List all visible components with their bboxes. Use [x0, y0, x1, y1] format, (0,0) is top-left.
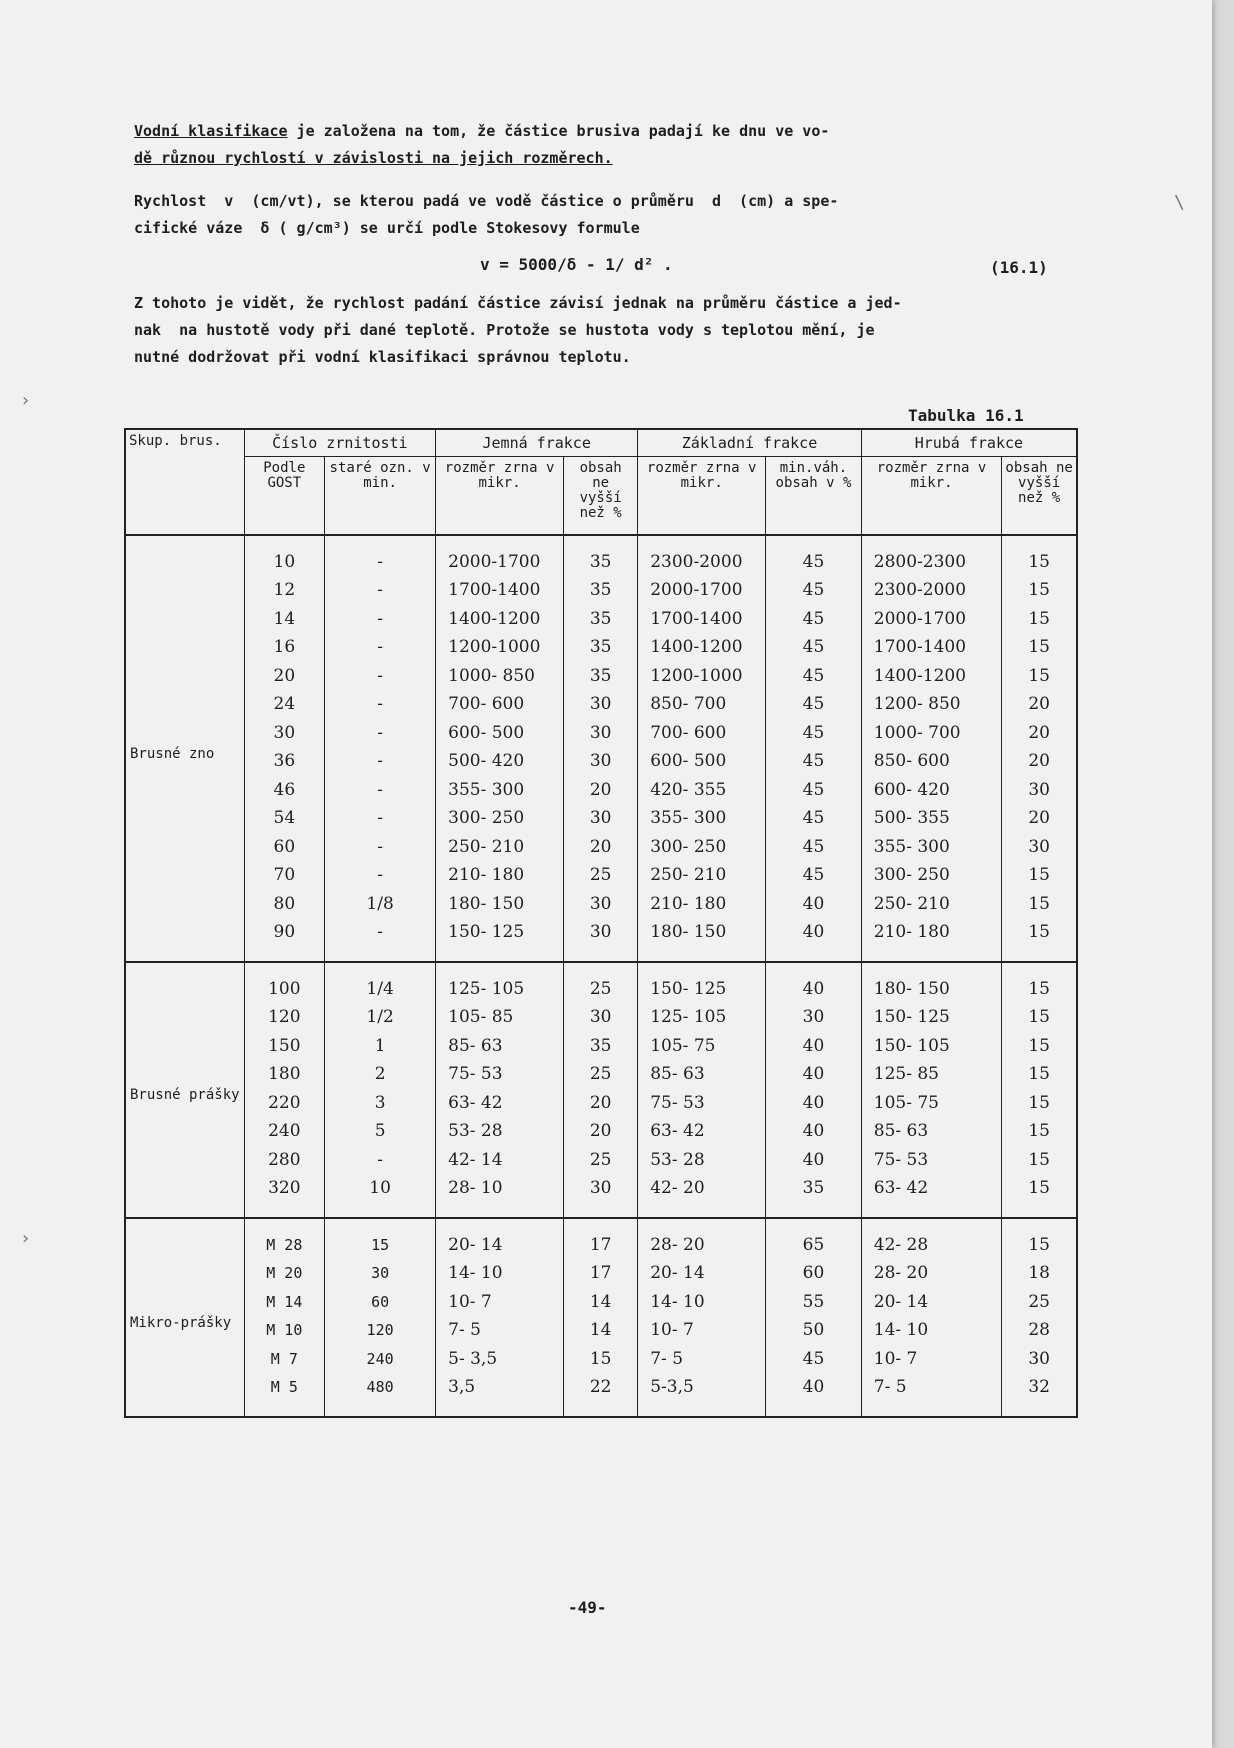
cell-fine-size: 500- 420: [436, 747, 564, 776]
table-row: [125, 1089, 1077, 1118]
grain-classification-table: [124, 428, 1078, 1418]
group-label: Mikro-prášky: [125, 1218, 244, 1417]
cell-fine-content: 15: [564, 1345, 638, 1374]
cell-fine-content: 20: [564, 1117, 638, 1146]
cell-gost-number: 90: [244, 918, 324, 962]
cell-base-size: 150- 125: [638, 962, 766, 1004]
cell-fine-size: 210- 180: [436, 861, 564, 890]
cell-base-size: 20- 14: [638, 1259, 766, 1288]
cell-coarse-size: 7- 5: [861, 1373, 1002, 1417]
table-row: [125, 605, 1077, 634]
cell-old-designation: 1: [325, 1032, 436, 1061]
cell-coarse-size: 75- 53: [861, 1146, 1002, 1175]
cell-coarse-content: 15: [1002, 633, 1077, 662]
speed-paragraph: [134, 188, 1094, 242]
cell-gost-number: 120: [244, 1003, 324, 1032]
cell-fine-size: 150- 125: [436, 918, 564, 962]
cell-coarse-content: 20: [1002, 719, 1077, 748]
cell-coarse-size: 1700-1400: [861, 633, 1002, 662]
cell-fine-content: 20: [564, 776, 638, 805]
margin-mark: ›: [20, 1228, 31, 1249]
cell-coarse-size: 14- 10: [861, 1316, 1002, 1345]
cell-old-designation: -: [325, 918, 436, 962]
cell-fine-content: 30: [564, 690, 638, 719]
table-body: [125, 535, 1077, 1417]
cell-base-content: 40: [766, 962, 862, 1004]
header-gost: Podle GOST: [244, 457, 324, 535]
cell-old-designation: -: [325, 662, 436, 691]
header-coarse-fraction: Hrubá frakce: [861, 429, 1077, 457]
cell-fine-content: 35: [564, 1032, 638, 1061]
speed-line2: cifické váze δ ( g/cm³) se určí podle Stokesovy formule: [134, 219, 640, 237]
cell-fine-content: 35: [564, 633, 638, 662]
cell-gost-number: 70: [244, 861, 324, 890]
group-label: Brusné prášky: [125, 962, 244, 1218]
cell-gost-number: 320: [244, 1174, 324, 1218]
cell-fine-size: 85- 63: [436, 1032, 564, 1061]
cell-coarse-size: 85- 63: [861, 1117, 1002, 1146]
cell-coarse-size: 63- 42: [861, 1174, 1002, 1218]
cell-coarse-size: 1200- 850: [861, 690, 1002, 719]
cell-coarse-content: 15: [1002, 861, 1077, 890]
cell-coarse-content: 15: [1002, 1089, 1077, 1118]
cell-gost-number: 80: [244, 890, 324, 919]
cell-fine-content: 14: [564, 1288, 638, 1317]
cell-base-content: 45: [766, 1345, 862, 1374]
cell-gost-number: M 5: [244, 1373, 324, 1417]
cell-coarse-content: 15: [1002, 576, 1077, 605]
table-row: [125, 535, 1077, 577]
intro-line2: dě různou rychlostí v závislosti na jejich rozměrech.: [134, 149, 613, 167]
cell-base-size: 600- 500: [638, 747, 766, 776]
cell-coarse-content: 30: [1002, 833, 1077, 862]
cell-coarse-size: 2300-2000: [861, 576, 1002, 605]
cell-coarse-content: 30: [1002, 1345, 1077, 1374]
cell-fine-size: 14- 10: [436, 1259, 564, 1288]
cell-base-size: 2000-1700: [638, 576, 766, 605]
cell-base-content: 45: [766, 776, 862, 805]
cell-coarse-size: 105- 75: [861, 1089, 1002, 1118]
cell-fine-size: 42- 14: [436, 1146, 564, 1175]
header-fine-fraction: Jemná frakce: [436, 429, 638, 457]
cell-old-designation: -: [325, 747, 436, 776]
cell-coarse-content: 15: [1002, 662, 1077, 691]
cell-base-content: 60: [766, 1259, 862, 1288]
cell-coarse-size: 125- 85: [861, 1060, 1002, 1089]
cell-old-designation: -: [325, 633, 436, 662]
group-label: Brusné zno: [125, 535, 244, 962]
cell-base-size: 300- 250: [638, 833, 766, 862]
table-row: [125, 690, 1077, 719]
cell-coarse-size: 850- 600: [861, 747, 1002, 776]
cell-fine-content: 25: [564, 1146, 638, 1175]
cell-base-size: 210- 180: [638, 890, 766, 919]
cell-fine-size: 53- 28: [436, 1117, 564, 1146]
cell-base-size: 355- 300: [638, 804, 766, 833]
cell-base-content: 55: [766, 1288, 862, 1317]
cell-base-size: 7- 5: [638, 1345, 766, 1374]
cell-coarse-size: 20- 14: [861, 1288, 1002, 1317]
table-row: [125, 1373, 1077, 1417]
cell-fine-size: 1400-1200: [436, 605, 564, 634]
cell-gost-number: M 20: [244, 1259, 324, 1288]
cell-base-content: 40: [766, 890, 862, 919]
cell-gost-number: 36: [244, 747, 324, 776]
cell-old-designation: -: [325, 576, 436, 605]
cell-base-size: 1700-1400: [638, 605, 766, 634]
cell-coarse-size: 2000-1700: [861, 605, 1002, 634]
cell-fine-size: 1000- 850: [436, 662, 564, 691]
cell-coarse-content: 15: [1002, 535, 1077, 577]
cell-base-size: 105- 75: [638, 1032, 766, 1061]
cell-coarse-content: 32: [1002, 1373, 1077, 1417]
cell-old-designation: 30: [325, 1259, 436, 1288]
cell-gost-number: 20: [244, 662, 324, 691]
cell-fine-size: 125- 105: [436, 962, 564, 1004]
table-row: [125, 1146, 1077, 1175]
cell-coarse-size: 300- 250: [861, 861, 1002, 890]
margin-mark: ›: [20, 390, 31, 411]
page-number: -49-: [568, 1598, 607, 1617]
cell-old-designation: 2: [325, 1060, 436, 1089]
cell-fine-content: 30: [564, 719, 638, 748]
cell-base-size: 5-3,5: [638, 1373, 766, 1417]
cell-base-content: 45: [766, 804, 862, 833]
cell-gost-number: 14: [244, 605, 324, 634]
cell-base-content: 45: [766, 662, 862, 691]
cell-fine-content: 14: [564, 1316, 638, 1345]
cell-old-designation: 1/4: [325, 962, 436, 1004]
cell-fine-content: 20: [564, 833, 638, 862]
header-base-size: rozměr zrna v mikr.: [638, 457, 766, 535]
cell-fine-size: 250- 210: [436, 833, 564, 862]
cell-fine-size: 5- 3,5: [436, 1345, 564, 1374]
cell-fine-content: 30: [564, 804, 638, 833]
cell-coarse-size: 1000- 700: [861, 719, 1002, 748]
table-row: [125, 1117, 1077, 1146]
cell-coarse-size: 500- 355: [861, 804, 1002, 833]
cell-old-designation: 60: [325, 1288, 436, 1317]
cell-fine-size: 28- 10: [436, 1174, 564, 1218]
table-row: [125, 890, 1077, 919]
cell-fine-content: 17: [564, 1218, 638, 1260]
equation-number: (16.1): [990, 258, 1048, 277]
table-row: [125, 804, 1077, 833]
cell-base-size: 10- 7: [638, 1316, 766, 1345]
cell-base-content: 40: [766, 1032, 862, 1061]
cell-fine-content: 22: [564, 1373, 638, 1417]
table-row: [125, 918, 1077, 962]
table-row: [125, 962, 1077, 1004]
cell-coarse-size: 42- 28: [861, 1218, 1002, 1260]
cell-coarse-size: 180- 150: [861, 962, 1002, 1004]
cell-fine-content: 20: [564, 1089, 638, 1118]
cell-old-designation: 3: [325, 1089, 436, 1118]
table-row: [125, 1174, 1077, 1218]
cell-gost-number: 280: [244, 1146, 324, 1175]
cell-gost-number: 220: [244, 1089, 324, 1118]
cell-coarse-size: 2800-2300: [861, 535, 1002, 577]
header-coarse-size: rozměr zrna v mikr.: [861, 457, 1002, 535]
cell-gost-number: 30: [244, 719, 324, 748]
table-row: [125, 776, 1077, 805]
cell-coarse-content: 15: [1002, 1218, 1077, 1260]
cell-fine-content: 35: [564, 605, 638, 634]
cell-gost-number: M 7: [244, 1345, 324, 1374]
cell-gost-number: 180: [244, 1060, 324, 1089]
header-group: Skup. brus.: [125, 429, 244, 535]
cell-base-size: 63- 42: [638, 1117, 766, 1146]
cell-gost-number: 150: [244, 1032, 324, 1061]
cell-fine-size: 2000-1700: [436, 535, 564, 577]
cell-base-content: 35: [766, 1174, 862, 1218]
table-row: [125, 662, 1077, 691]
cell-gost-number: 100: [244, 962, 324, 1004]
cell-fine-content: 30: [564, 918, 638, 962]
cell-fine-size: 7- 5: [436, 1316, 564, 1345]
cell-base-content: 40: [766, 1373, 862, 1417]
cell-coarse-content: 15: [1002, 962, 1077, 1004]
cell-fine-size: 20- 14: [436, 1218, 564, 1260]
cell-gost-number: M 28: [244, 1218, 324, 1260]
cell-coarse-content: 18: [1002, 1259, 1077, 1288]
cell-fine-size: 105- 85: [436, 1003, 564, 1032]
cell-base-size: 250- 210: [638, 861, 766, 890]
table-row: [125, 747, 1077, 776]
cell-coarse-size: 600- 420: [861, 776, 1002, 805]
table-row: [125, 1032, 1077, 1061]
cell-base-size: 180- 150: [638, 918, 766, 962]
cell-fine-size: 3,5: [436, 1373, 564, 1417]
cell-coarse-content: 15: [1002, 1174, 1077, 1218]
cell-base-content: 45: [766, 690, 862, 719]
cell-coarse-content: 20: [1002, 804, 1077, 833]
cell-base-content: 40: [766, 1089, 862, 1118]
table-row: [125, 1316, 1077, 1345]
intro-lead: Vodní klasifikace: [134, 122, 288, 140]
header-coarse-content: obsah ne vyšší než %: [1002, 457, 1077, 535]
header-grain-number: Číslo zrnitosti: [244, 429, 436, 457]
cell-old-designation: 1/2: [325, 1003, 436, 1032]
cell-base-content: 45: [766, 605, 862, 634]
cell-old-designation: -: [325, 535, 436, 577]
cell-old-designation: -: [325, 690, 436, 719]
cell-old-designation: -: [325, 776, 436, 805]
cell-base-size: 420- 355: [638, 776, 766, 805]
cell-fine-size: 700- 600: [436, 690, 564, 719]
cell-coarse-size: 210- 180: [861, 918, 1002, 962]
cell-old-designation: 120: [325, 1316, 436, 1345]
speed-line1: Rychlost v (cm/vt), se kterou padá ve vodě částice o průměru d (cm) a spe-: [134, 192, 839, 210]
cell-old-designation: 1/8: [325, 890, 436, 919]
cell-base-content: 45: [766, 833, 862, 862]
cell-base-size: 125- 105: [638, 1003, 766, 1032]
cell-gost-number: 240: [244, 1117, 324, 1146]
cell-base-content: 40: [766, 1060, 862, 1089]
cell-base-content: 45: [766, 633, 862, 662]
cell-coarse-content: 15: [1002, 1060, 1077, 1089]
cell-coarse-content: 20: [1002, 690, 1077, 719]
cell-coarse-content: 15: [1002, 890, 1077, 919]
cell-old-designation: -: [325, 861, 436, 890]
cell-fine-content: 30: [564, 747, 638, 776]
header-base-content: min.váh. obsah v %: [766, 457, 862, 535]
cell-fine-content: 17: [564, 1259, 638, 1288]
cell-coarse-content: 15: [1002, 1032, 1077, 1061]
cell-gost-number: 54: [244, 804, 324, 833]
cell-coarse-content: 30: [1002, 776, 1077, 805]
cell-fine-size: 1700-1400: [436, 576, 564, 605]
cell-old-designation: 5: [325, 1117, 436, 1146]
header-base-fraction: Základní frakce: [638, 429, 862, 457]
cell-base-size: 850- 700: [638, 690, 766, 719]
cell-coarse-size: 355- 300: [861, 833, 1002, 862]
cell-base-content: 50: [766, 1316, 862, 1345]
cell-base-content: 45: [766, 576, 862, 605]
cell-coarse-content: 15: [1002, 918, 1077, 962]
cell-coarse-content: 20: [1002, 747, 1077, 776]
cell-fine-content: 25: [564, 861, 638, 890]
cell-old-designation: -: [325, 804, 436, 833]
cell-base-content: 45: [766, 719, 862, 748]
cell-base-size: 85- 63: [638, 1060, 766, 1089]
cell-old-designation: -: [325, 719, 436, 748]
cell-gost-number: 12: [244, 576, 324, 605]
table-row: [125, 1060, 1077, 1089]
cell-coarse-size: 150- 105: [861, 1032, 1002, 1061]
cell-old-designation: -: [325, 833, 436, 862]
header-fine-size: rozměr zrna v mikr.: [436, 457, 564, 535]
cell-base-content: 30: [766, 1003, 862, 1032]
cell-fine-size: 600- 500: [436, 719, 564, 748]
cell-fine-size: 355- 300: [436, 776, 564, 805]
table-caption: Tabulka 16.1: [908, 406, 1024, 425]
cell-base-size: 1200-1000: [638, 662, 766, 691]
cell-coarse-content: 15: [1002, 1003, 1077, 1032]
cell-coarse-content: 25: [1002, 1288, 1077, 1317]
cell-fine-content: 35: [564, 662, 638, 691]
cell-old-designation: 480: [325, 1373, 436, 1417]
cell-coarse-size: 1400-1200: [861, 662, 1002, 691]
cell-base-size: 700- 600: [638, 719, 766, 748]
table-row: [125, 719, 1077, 748]
cell-fine-content: 30: [564, 1174, 638, 1218]
cell-fine-content: 35: [564, 576, 638, 605]
cell-gost-number: 16: [244, 633, 324, 662]
cell-base-size: 28- 20: [638, 1218, 766, 1260]
cell-base-size: 42- 20: [638, 1174, 766, 1218]
cell-gost-number: 46: [244, 776, 324, 805]
cell-base-size: 53- 28: [638, 1146, 766, 1175]
stokes-formula: v = 5000/δ - 1/ d² .: [480, 255, 673, 274]
cell-base-size: 2300-2000: [638, 535, 766, 577]
cell-fine-size: 75- 53: [436, 1060, 564, 1089]
cell-fine-size: 300- 250: [436, 804, 564, 833]
cell-base-content: 65: [766, 1218, 862, 1260]
table-row: [125, 833, 1077, 862]
cell-base-content: 45: [766, 861, 862, 890]
cell-base-size: 1400-1200: [638, 633, 766, 662]
table-row: [125, 1218, 1077, 1260]
cell-coarse-content: 15: [1002, 605, 1077, 634]
table-row: [125, 576, 1077, 605]
cell-fine-size: 180- 150: [436, 890, 564, 919]
cell-base-content: 45: [766, 747, 862, 776]
table-row: [125, 1345, 1077, 1374]
cell-coarse-size: 150- 125: [861, 1003, 1002, 1032]
cell-coarse-content: 28: [1002, 1316, 1077, 1345]
conclusion-line2: nak na hustotě vody při dané teplotě. Protože se hustota vody s teplotou mění, je: [134, 321, 875, 339]
cell-gost-number: 24: [244, 690, 324, 719]
cell-old-designation: 15: [325, 1218, 436, 1260]
table-row: [125, 1003, 1077, 1032]
cell-base-size: 14- 10: [638, 1288, 766, 1317]
table-row: [125, 861, 1077, 890]
cell-coarse-content: 15: [1002, 1117, 1077, 1146]
cell-coarse-size: 28- 20: [861, 1259, 1002, 1288]
cell-old-designation: -: [325, 605, 436, 634]
cell-fine-content: 30: [564, 890, 638, 919]
cell-coarse-size: 10- 7: [861, 1345, 1002, 1374]
cell-fine-size: 63- 42: [436, 1089, 564, 1118]
cell-base-content: 40: [766, 918, 862, 962]
cell-fine-content: 25: [564, 962, 638, 1004]
intro-line1: je založena na tom, že částice brusiva padají ke dnu ve vo-: [287, 122, 830, 140]
header-fine-content: obsah ne vyšší než %: [564, 457, 638, 535]
cell-fine-size: 10- 7: [436, 1288, 564, 1317]
conclusion-line1: Z tohoto je vidět, že rychlost padání částice závisí jednak na průměru částice a jed-: [134, 294, 902, 312]
cell-gost-number: M 14: [244, 1288, 324, 1317]
cell-fine-content: 35: [564, 535, 638, 577]
table-row: [125, 1288, 1077, 1317]
header-old-designation: staré ozn. v min.: [325, 457, 436, 535]
conclusion-line3: nutné dodržovat při vodní klasifikaci správnou teplotu.: [134, 348, 631, 366]
cell-old-designation: 10: [325, 1174, 436, 1218]
cell-gost-number: M 10: [244, 1316, 324, 1345]
margin-mark: \: [1174, 192, 1185, 213]
cell-gost-number: 10: [244, 535, 324, 577]
cell-base-size: 75- 53: [638, 1089, 766, 1118]
cell-coarse-size: 250- 210: [861, 890, 1002, 919]
cell-old-designation: -: [325, 1146, 436, 1175]
cell-fine-size: 1200-1000: [436, 633, 564, 662]
cell-base-content: 40: [766, 1146, 862, 1175]
table-row: [125, 1259, 1077, 1288]
conclusion-paragraph: [134, 290, 1094, 371]
cell-coarse-content: 15: [1002, 1146, 1077, 1175]
intro-paragraph: [134, 118, 1094, 172]
cell-old-designation: 240: [325, 1345, 436, 1374]
cell-base-content: 45: [766, 535, 862, 577]
cell-base-content: 40: [766, 1117, 862, 1146]
cell-fine-content: 25: [564, 1060, 638, 1089]
table-row: [125, 633, 1077, 662]
cell-gost-number: 60: [244, 833, 324, 862]
cell-fine-content: 30: [564, 1003, 638, 1032]
